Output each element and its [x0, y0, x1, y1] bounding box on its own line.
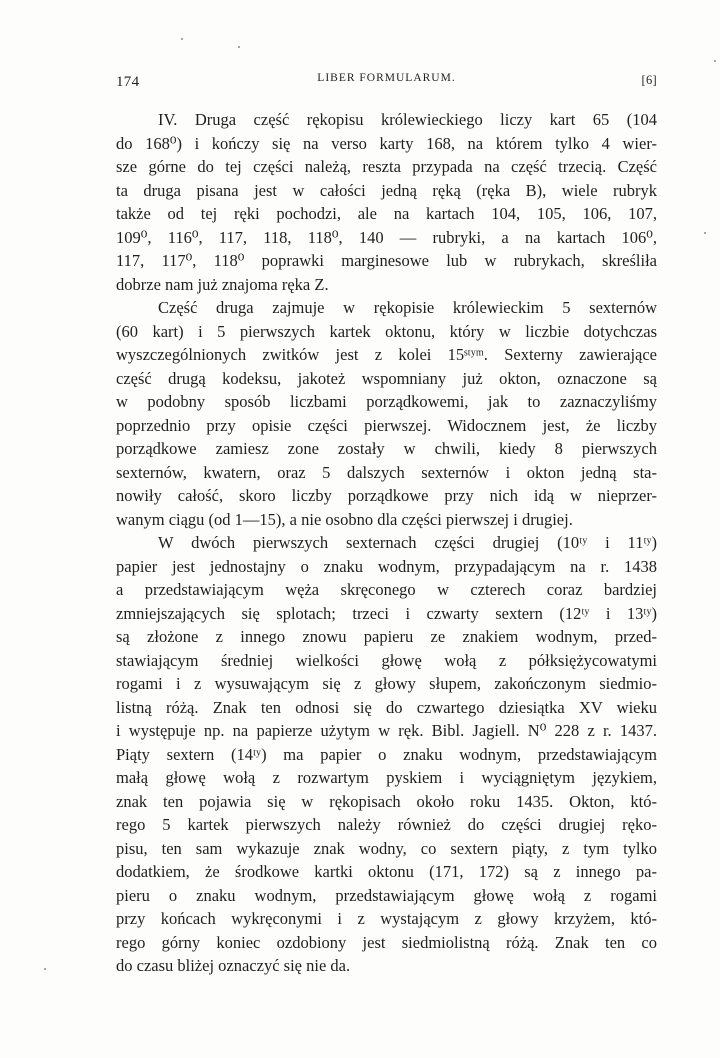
scan-speck	[181, 38, 183, 40]
text-line: nowiły całość, skoro liczby porządkowe przy nich idą w nieprzer-	[116, 486, 657, 505]
text-line: rego górny koniec ozdobiony jest siedmiolistną różą. Znak ten co	[116, 932, 657, 952]
text-line: 109⁰, 116⁰, 117, 118, 118⁰, 140 — rubryki, a na kartach 106⁰,	[116, 227, 657, 247]
text-line: sze górne do tej części należą, reszta przypada na część trzecią. Część	[116, 157, 657, 176]
text-line: (60 kart) i 5 pierwszych kartek oktonu, który w liczbie dotychczas	[116, 321, 657, 341]
text-line: do czasu bliżej oznaczyć się nie da.	[116, 956, 351, 975]
text-line: ta druga pisana jest w całości jedną ręką (ręka B), wiele rubryk	[116, 180, 657, 200]
text-line: poprzednio przy opisie części pierwszej. Widocznem jest, że liczby	[116, 415, 657, 435]
text-line: pisu, ten sam wykazuje znak wodny, co sextern piąty, z tym tylko	[116, 838, 657, 858]
text-line: Część druga zajmuje w rękopisie królewieckim 5 sexternów	[158, 298, 657, 317]
text-line: wanym ciągu (od 1—15), a nie osobno dla części pierwszej i drugiej.	[116, 509, 573, 529]
text-line: przy końcach wykręconymi i z wystającym z głowy krzyżem, któ-	[116, 909, 657, 928]
scan-speck	[714, 60, 716, 62]
running-header	[116, 70, 657, 94]
text-line: 117, 117⁰, 118⁰ poprawki marginesowe lub w rubrykach, skreśliła	[116, 251, 657, 270]
text-line: porządkowe zamiesz zone zostały w chwili, kiedy 8 pierwszych	[116, 439, 657, 458]
signature-mark: [6]	[641, 73, 657, 87]
scan-speck	[44, 968, 46, 970]
text-line: część drugą kodeksu, jakoteż wspomniany już okton, oznaczone są	[116, 368, 657, 388]
scan-speck	[238, 46, 240, 48]
text-line: papier jest jednostajny o znaku wodnym, przypadającym na r. 1438	[116, 556, 657, 576]
text-line: są złożone z innego znowu papieru ze znakiem wodnym, przed-	[116, 627, 657, 646]
text-line: znak ten pojawia się w rękopisach około roku 1435. Okton, któ-	[116, 791, 657, 811]
text-line: pieru o znaku wodnym, przedstawiającym głowę wołą z rogami	[116, 885, 657, 905]
page-number: 174	[116, 74, 140, 90]
text-line: także od tej ręki pochodzi, ale na kartach 104, 105, 106, 107,	[116, 204, 657, 223]
text-line: zmniejszających się splotach; trzeci i czwarty sextern (12ᵗʸ i 13ᵗʸ)	[116, 603, 657, 623]
text-line: rogami i z wysuwającym się z głowy słupem, zakończonym siedmio-	[116, 674, 657, 693]
text-line: W dwóch pierwszych sexternach części drugiej (10ᵗʸ i 11ᵗʸ)	[158, 533, 657, 552]
text-line: i występuje np. na papierze użytym w ręk. Bibl. Jagiell. N⁰ 228 z r. 1437.	[116, 721, 657, 740]
text-line: Piąty sextern (14ᵗʸ) ma papier o znaku wodnym, przedstawiającym	[116, 744, 657, 764]
text-line: małą głowę wołą z rozwartym pyskiem i wyciągniętym językiem,	[116, 768, 657, 787]
text-line: a przedstawiającym węża skręconego w czterech coraz bardziej	[116, 580, 657, 599]
text-line: w podobny sposób liczbami porządkowemi, jak to zaznaczyliśmy	[116, 392, 657, 411]
running-title: LIBER FORMULARUM.	[317, 72, 456, 84]
text-line: stawiającym średniej wielkości głowę wołą z półksiężycowatymi	[116, 650, 657, 670]
text-line: dobrze nam już znajoma ręka Z.	[116, 274, 329, 294]
body-text	[116, 108, 657, 978]
text-line: IV. Druga część rękopisu królewieckiego liczy kart 65 (104	[158, 110, 657, 129]
text-line: sexternów, kwatern, oraz 5 dalszych sexternów i okton jedną sta-	[116, 462, 657, 482]
scan-speck	[704, 232, 706, 234]
text-line: do 168⁰) i kończy się na verso karty 168, na którem tylko 4 wier-	[116, 133, 657, 153]
text-line: dodatkiem, że środkowe kartki oktonu (171, 172) są z innego pa-	[116, 862, 657, 881]
text-line: rego 5 kartek pierwszych należy również do części drugiej ręko-	[116, 815, 657, 834]
text-line: wyszczególnionych zwitków jest z kolei 15ˢᵗʸᵐ. Sexterny zawierające	[116, 345, 657, 364]
text-line: listną różą. Znak ten odnosi się do czwartego dziesiątka XV wieku	[116, 697, 657, 717]
